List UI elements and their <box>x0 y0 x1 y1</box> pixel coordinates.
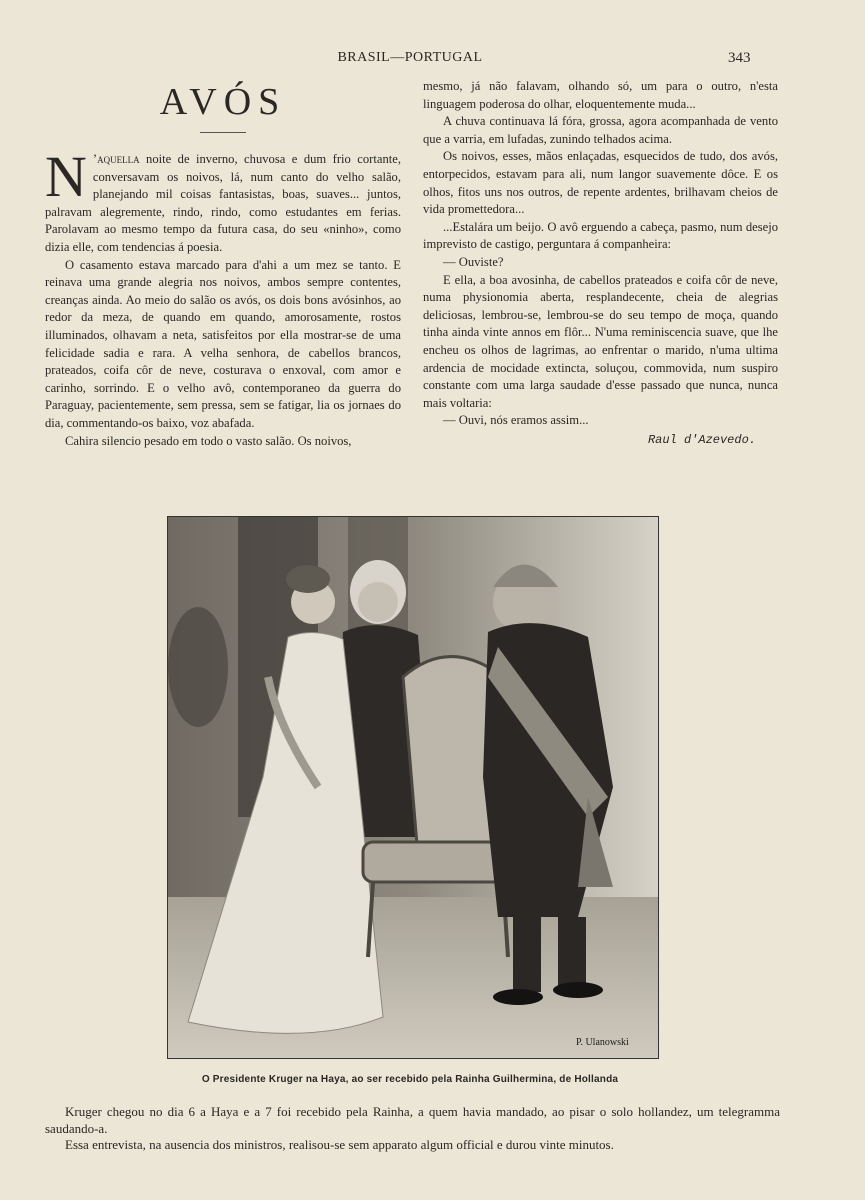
paragraph-2: O casamento estava marcado para d'ahi a um mez se tanto. E reinava uma grande alegria nos noivos, ambos sempre contentes, creanças ainda. Ao meio do salão os avós, os dois bons avósinhos, ao redor da meza, de quando em quando, amorosamente, rostos illuminados, olhavam a neta, satisfeitos por ella mostrar-se de uma felicidade sadia e rara. A velha senhora, de cabellos brancos, prateados, coifa côr de neve, costurava o enxoval, com amor e carinho, sorrindo. E o velho avô, contemporaneo da guerra do Paraguay, pacientemente, sem pressa, sem se fatigar, lia os jornaes do dia, commentando-os baixo, voz abafada. <box>45 257 401 430</box>
lead-word: ’aquella <box>92 152 140 166</box>
paragraph-6: Os noivos, esses, mãos enlaçadas, esquecidos de tudo, dos avós, entorpecidos, estavam para ali, num langor suavemente dôce. E os olhos, fitos uns nos outros, de repente ardentes, brilhavam cheios de vida promettedora... <box>423 149 778 217</box>
shoe <box>553 982 603 998</box>
paragraph-5: A chuva continuava lá fóra, grossa, agora acompanhada de vento que a varria, em lufadas, zunindo telhados acima. <box>423 114 778 146</box>
armchair-seat <box>363 842 513 882</box>
paragraph-8: — Ouviste? <box>443 254 504 269</box>
engraving-illustration <box>167 516 659 1059</box>
drop-cap: N <box>45 144 87 209</box>
title-rule <box>200 132 246 133</box>
paragraph-3: Cahira silencio pesado em todo o vasto salão. Os noivos, <box>65 433 352 448</box>
paragraph-1 <box>45 144 401 257</box>
caption-body <box>45 1104 780 1154</box>
paragraph-4: mesmo, já não falavam, olhando só, um para o outro, n'esta linguagem poderosa do olhar, eloquentemente muda... <box>423 79 778 111</box>
artist-signature: P. Ulanowski <box>576 1037 629 1048</box>
older-woman-face <box>358 582 398 622</box>
paragraph-10: — Ouvi, nós eramos assim... <box>443 413 589 428</box>
left-column <box>45 78 401 450</box>
plant <box>168 607 228 727</box>
right-column <box>423 78 778 449</box>
article-title: AVÓS <box>159 81 287 123</box>
illustration-caption: O Presidente Kruger na Haya, ao ser recebido pela Rainha Guilhermina, de Hollanda <box>201 1074 619 1085</box>
paragraph-1-text: noite de inverno, chuvosa e dum frio cortante, conversavam os noivos, lá, num canto do velho salão, planejando mil coisas fantasistas, boas, suaves... juntos, palravam alegremente, rindo, rindo, como estudantes em ferias. Parolavam ao mesmo tempo da futura casa, do seu «ninho», como dizia elle, com tendencias á poesia. <box>45 152 401 254</box>
paragraph-9: E ella, a boa avosinha, de cabellos prateados e coifa côr de neve, numa physionomia aberta, resplandecente, cheia de alegrias deliciosas, lembrou-se, lembrou-se do seu tempo de moça, quando tinha ainda vinte annos em flôr... N'uma reminiscencia suave, que lhe encheu os olhos de lagrimas, ao enfrentar o marido, n'uma ultima ardencia de mocidade extincta, soluçou, commovida, num suspiro constante com uma larga saudade d'esse passado que nunca, nunca mais voltaria: <box>423 272 778 410</box>
kruger-leg <box>513 917 541 992</box>
shoe <box>493 989 543 1005</box>
footer-paragraph-1: Kruger chegou no dia 6 a Haya e a 7 foi recebido pela Rainha, a quem havia mandado, ao pisar o solo hollandez, um telegramma saudando-a. <box>45 1104 780 1136</box>
page-number: 343 <box>728 50 751 66</box>
young-woman-hair <box>286 565 330 593</box>
paragraph-7: ...Estalára um beijo. O avô erguendo a cabeça, pasmo, num desejo imprevisto de castigo, perguntara á companheira: <box>423 219 778 252</box>
running-title: BRASIL—PORTUGAL <box>337 50 483 65</box>
footer-paragraph-2: Essa entrevista, na ausencia dos ministros, realisou-se sem apparato algum official e durou vinte minutos. <box>65 1137 614 1152</box>
illustration-art <box>168 517 658 1058</box>
kruger-leg <box>558 917 586 987</box>
author-signature: Raul d'Azevedo. <box>647 432 756 447</box>
